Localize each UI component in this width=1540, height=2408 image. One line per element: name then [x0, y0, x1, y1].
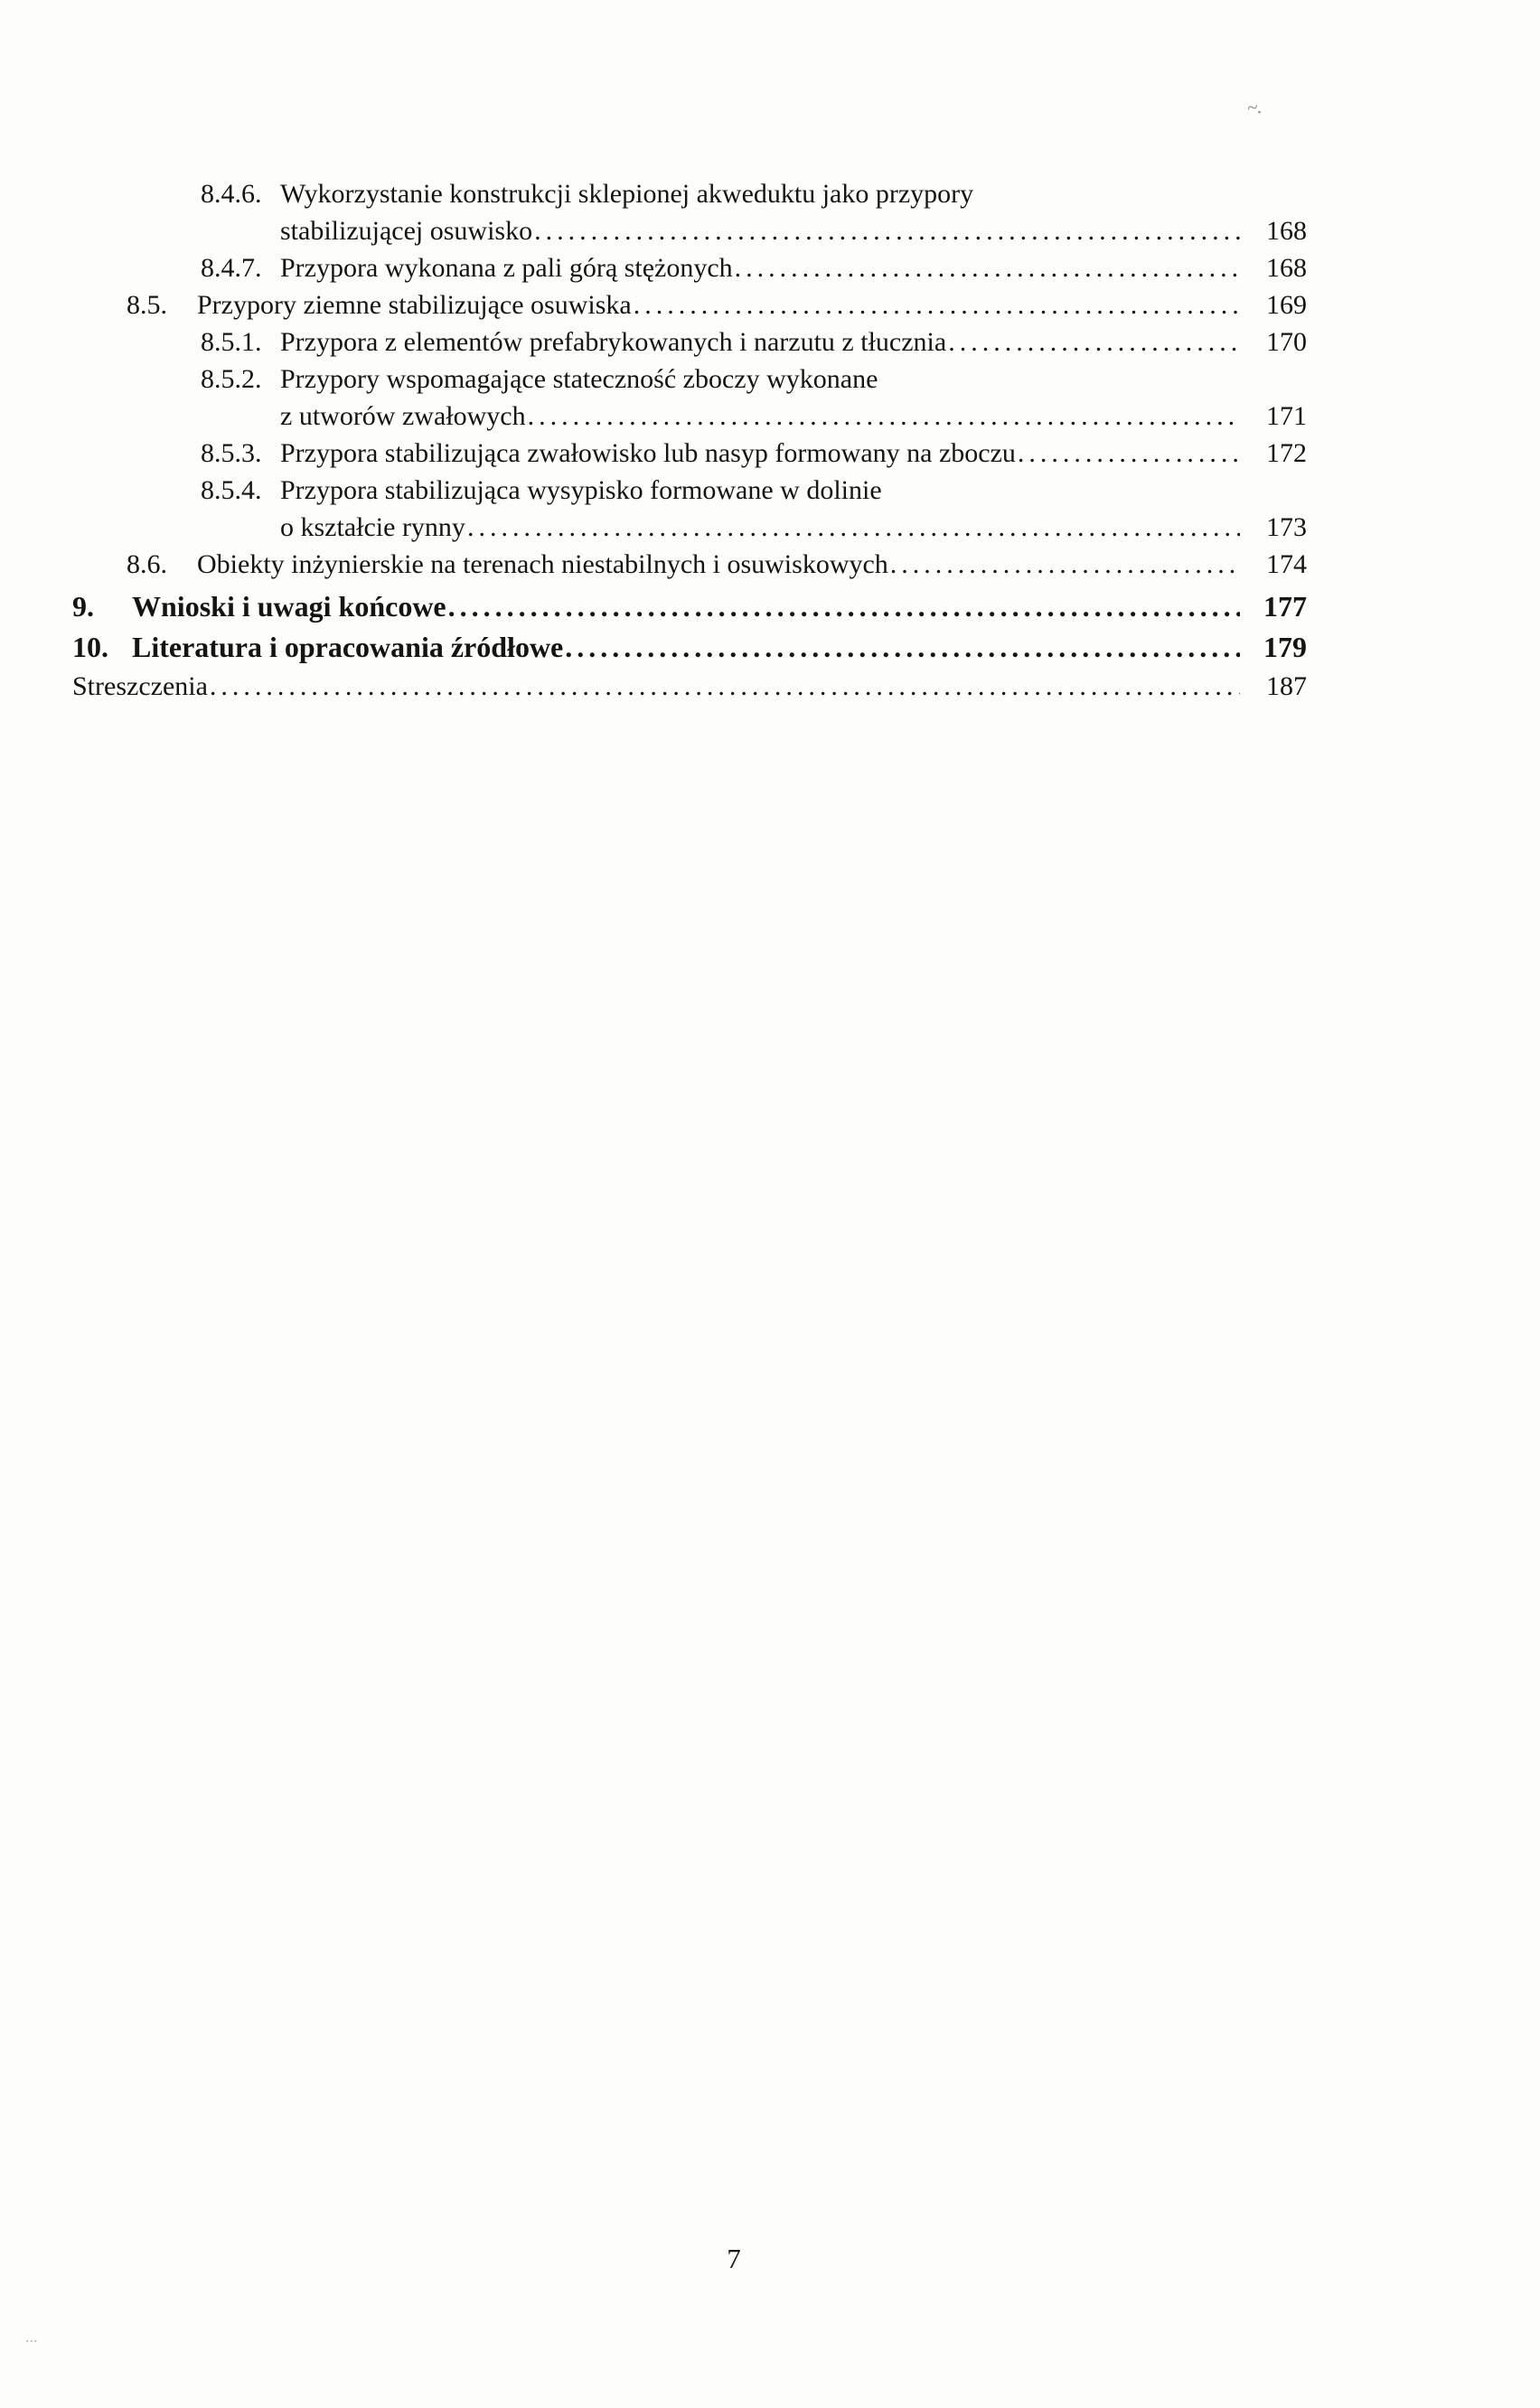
toc-entry-number: 8.5. — [127, 290, 167, 320]
toc-line — [72, 361, 1307, 398]
dot-leader — [210, 668, 1240, 705]
toc-line — [72, 175, 1307, 212]
toc-entry-page: 173 — [1266, 512, 1307, 542]
toc-line — [72, 435, 1307, 472]
toc-entry-title: Przypory ziemne stabilizujące osuwiska — [197, 290, 632, 320]
toc-entry-title: Przypora stabilizująca zwałowisko lub nasyp formowany na zboczu — [280, 438, 1016, 468]
toc-line — [72, 472, 1307, 509]
dot-leader — [467, 509, 1240, 546]
toc-entry-number: 8.5.1. — [201, 327, 262, 357]
toc-entry-number: 8.5.3. — [201, 438, 262, 468]
page-number: 7 — [727, 2243, 741, 2274]
dot-leader — [948, 323, 1240, 361]
toc-entry-page: 187 — [1266, 671, 1307, 701]
dot-leader — [735, 249, 1240, 286]
toc-entry-page: 171 — [1266, 401, 1307, 431]
toc-entry-page: 168 — [1266, 253, 1307, 283]
toc-line — [72, 509, 1307, 546]
dot-leader — [890, 546, 1240, 583]
table-of-contents — [72, 175, 1307, 705]
dot-leader — [634, 286, 1240, 323]
toc-line — [72, 586, 1307, 627]
toc-entry-number: 10. — [72, 631, 108, 663]
toc-entry-page: 172 — [1266, 438, 1307, 468]
toc-entry-title: stabilizującej osuwisko — [280, 216, 533, 246]
toc-entry-title: Przypora wykonana z pali górą stężonych — [280, 253, 733, 283]
dot-leader — [448, 586, 1240, 627]
toc-entry-title: Przypora stabilizująca wysypisko formowane w dolinie — [280, 475, 882, 505]
toc-entry-page: 170 — [1266, 327, 1307, 357]
dot-leader — [565, 627, 1240, 668]
toc-entry-number: 8.4.7. — [201, 253, 262, 283]
dot-leader — [534, 212, 1240, 249]
scan-artifact-mark — [1245, 95, 1261, 120]
toc-line — [72, 398, 1307, 435]
toc-entry-title: Wnioski i uwagi końcowe — [132, 590, 446, 623]
toc-line — [72, 249, 1307, 286]
toc-entry-page: 174 — [1266, 549, 1307, 579]
dot-leader — [1018, 435, 1240, 472]
toc-entry-page: 168 — [1266, 216, 1307, 246]
toc-entry-page: 169 — [1266, 290, 1307, 320]
toc-line — [72, 212, 1307, 249]
toc-entry-title: Przypory wspomagające stateczność zboczy wykonane — [280, 364, 878, 394]
toc-line — [72, 286, 1307, 323]
toc-entry-number: 8.5.2. — [201, 364, 262, 394]
toc-entry-title: Streszczenia — [72, 671, 208, 701]
scan-artifact-speck — [25, 2328, 38, 2347]
toc-entry-title: Wykorzystanie konstrukcji sklepionej akweduktu jako przypory — [280, 179, 974, 209]
toc-line — [72, 668, 1307, 705]
toc-entry-title: Przypora z elementów prefabrykowanych i narzutu z tłucznia — [280, 327, 947, 357]
toc-entry-title: o kształcie rynny — [280, 512, 465, 542]
toc-entry-title: z utworów zwałowych — [280, 401, 526, 431]
toc-entry-number: 8.6. — [127, 549, 167, 579]
toc-line — [72, 323, 1307, 361]
toc-entry-number: 8.5.4. — [201, 475, 262, 505]
toc-line — [72, 546, 1307, 583]
toc-entry-page: 179 — [1263, 631, 1307, 663]
toc-entry-page: 177 — [1263, 590, 1307, 623]
toc-entry-number: 8.4.6. — [201, 179, 262, 209]
toc-line — [72, 627, 1307, 668]
toc-entry-title: Literatura i opracowania źródłowe — [132, 631, 564, 663]
toc-entry-number: 9. — [72, 590, 94, 623]
dot-leader — [528, 398, 1240, 435]
toc-entry-title: Obiekty inżynierskie na terenach niestabilnych i osuwiskowych — [197, 549, 888, 579]
